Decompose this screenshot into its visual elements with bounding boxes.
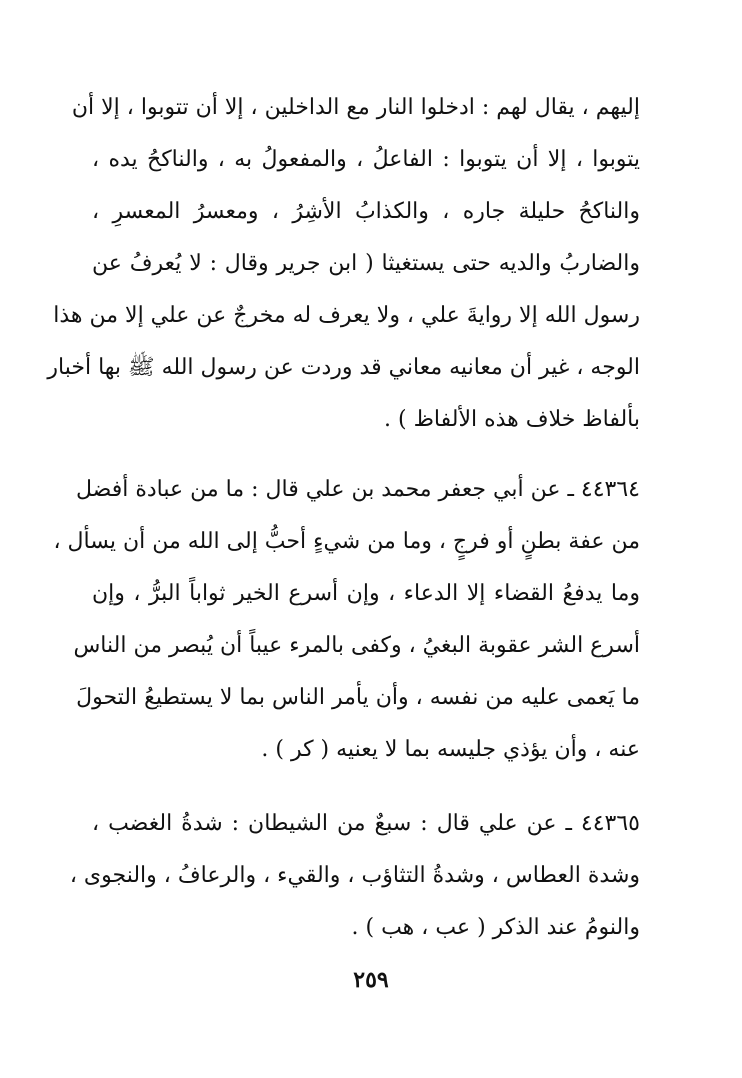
text-line: الوجه ، غير أن معانيه معاني قد وردت عن رسول الله ﷺ بها أخبار xyxy=(47,355,640,380)
paragraph-commentary xyxy=(47,82,640,446)
text-line: والضاربُ والديه حتى يستغيثا ( ابن جرير وقال : لا يُعرفُ عن xyxy=(92,251,640,276)
text-line: والنومُ عند الذكر ( عب ، هب ) . xyxy=(351,915,640,940)
text-line: ما يَعمى عليه من نفسه ، وأن يأمر الناس بما لا يستطيعُ التحولَ xyxy=(76,685,640,710)
text-line: أسرع الشر عقوبة البغيُ ، وكفى بالمرء عيباً أن يُبصر من الناس xyxy=(73,633,640,658)
page-number: ٢٥٩ xyxy=(353,967,389,993)
text-line: وشدة العطاس ، وشدةُ التثاؤب ، والقيء ، والرعافُ ، والنجوى ، xyxy=(69,863,640,888)
text-line: يتوبوا ، إلا أن يتوبوا : الفاعلُ ، والمفعولُ به ، والناكحُ يده ، xyxy=(92,147,640,172)
text-line: ٤٤٣٦٥ ـ عن علي قال : سبعٌ من الشيطان : شدةُ الغضب ، xyxy=(92,811,640,836)
text-line: إليهم ، يقال لهم : ادخلوا النار مع الداخلين ، إلا أن تتوبوا ، إلا أن xyxy=(71,95,640,120)
text-line: ٤٤٣٦٤ ـ عن أبي جعفر محمد بن علي قال : ما من عبادة أفضل xyxy=(75,477,640,502)
text-line: رسول الله إلا روايةَ علي ، ولا يعرف له مخرجٌ عن علي إلا من هذا xyxy=(53,303,640,328)
hadith-44365 xyxy=(69,798,640,954)
hadith-44364 xyxy=(53,464,640,776)
text-line: بألفاظ خلاف هذه الألفاظ ) . xyxy=(384,407,640,432)
text-line: عنه ، وأن يؤذي جليسه بما لا يعنيه ( كر ) . xyxy=(261,737,640,762)
text-line: والناكحُ حليلة جاره ، والكذابُ الأشِرُ ، ومعسرُ المعسرِ ، xyxy=(92,199,640,224)
text-line: من عفة بطنٍ أو فرجٍ ، وما من شيءٍ أحبُّ إلى الله من أن يسأل ، xyxy=(53,529,640,554)
text-line: وما يدفعُ القضاء إلا الدعاء ، وإن أسرع الخير ثواباً البرُّ ، وإن xyxy=(92,581,640,606)
